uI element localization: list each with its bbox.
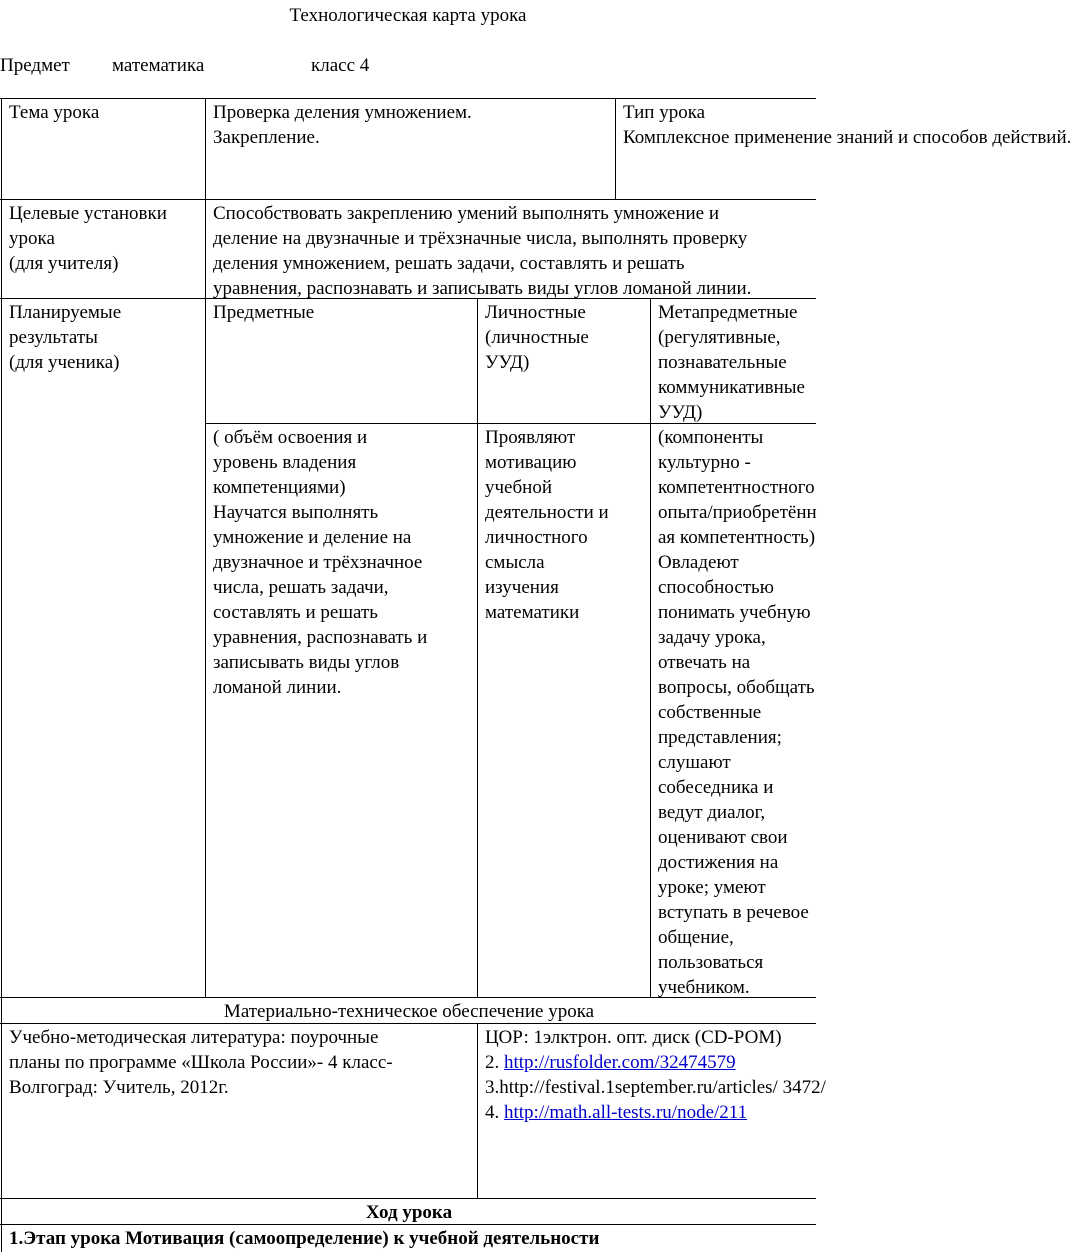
resource-link-4[interactable]: http://math.all-tests.ru/node/211 [504,1102,748,1123]
cor-line: ЦОР: 1элктрон. опт. диск (CD-РОМ) [485,1027,782,1048]
subject-value: математика [112,55,205,76]
lesson-plan-table [0,98,1071,1252]
resource-4-number: 4. [485,1102,504,1123]
goals-label: Целевые установки урока (для учителя) [9,203,167,274]
resource-link-3[interactable]: 3.http://festival.1september.ru/articles/ 3472/ [485,1077,826,1098]
document-title: Технологическая карта урока [289,5,527,26]
meta-results-header: Метапредметные (регулятивные, познавательные коммуникативные УУД) [658,302,805,423]
subject-results-text: ( объём освоения и уровень владения компетенциями) Научатся выполнять умножение и деление на двузначное и трёхзначное числа, решать задачи, составлять и решать уравнения, распознавать и записывать виды углов ломаной линии. [213,427,428,698]
personal-results-text: Проявляют мотивацию учебной деятельности и личностного смысла изучения математики [485,427,609,623]
lesson-type-value: Комплексное применение знаний и способов действий. [623,127,1071,148]
literature-text: Учебно-методическая литература: поурочные планы по программе «Школа России»- 4 класс- Волгоград: Учитель, 2012г. [9,1027,393,1098]
resource-4 [485,1100,851,1125]
resource-link-2[interactable]: http://rusfolder.com/32474579 [504,1052,736,1073]
subject-results-header: Предметные [213,302,315,323]
topic-label: Тема урока [9,102,100,123]
resource-2-number: 2. [485,1052,504,1073]
materials-header: Материально-техническое обеспечение урока [223,1001,595,1022]
personal-results-header: Личностные (личностные УУД) [485,302,589,373]
subject-label: Предмет [0,55,70,76]
resource-2 [485,1050,851,1075]
lesson-flow-header: Ход урока [365,1202,453,1223]
subject-line [0,53,816,78]
class-label: класс 4 [311,55,370,76]
lesson-type-label: Тип урока [623,102,706,123]
topic-value: Проверка деления умножением. Закрепление. [213,102,472,148]
lesson-type-cell [616,98,1071,199]
digital-resources-cell [478,1023,858,1198]
goals-value: Способствовать закреплению умений выполнять умножение и деление на двузначные и трёхзначные числа, выполнять проверку деления умножением, решать задачи, составлять и решать уравнения, распознавать и записывать виды углов ломаной линии. [213,203,752,299]
stage-1-title: 1.Этап урока Мотивация (самоопределение) к учебной деятельности [9,1228,600,1249]
meta-results-text: (компоненты культурно - компетентностного опыта/приобретённ ая компетентность) Овладеют способностью понимать учебную задачу урока, отвечать на вопросы, обобщать собственные представления; слушают собеседника и ведут диалог, оценивают свои достижения на уроке; умеют вступать в речевое общение, пользоваться учебником. [658,427,817,998]
planned-results-label: Планируемые результаты (для ученика) [9,302,122,373]
